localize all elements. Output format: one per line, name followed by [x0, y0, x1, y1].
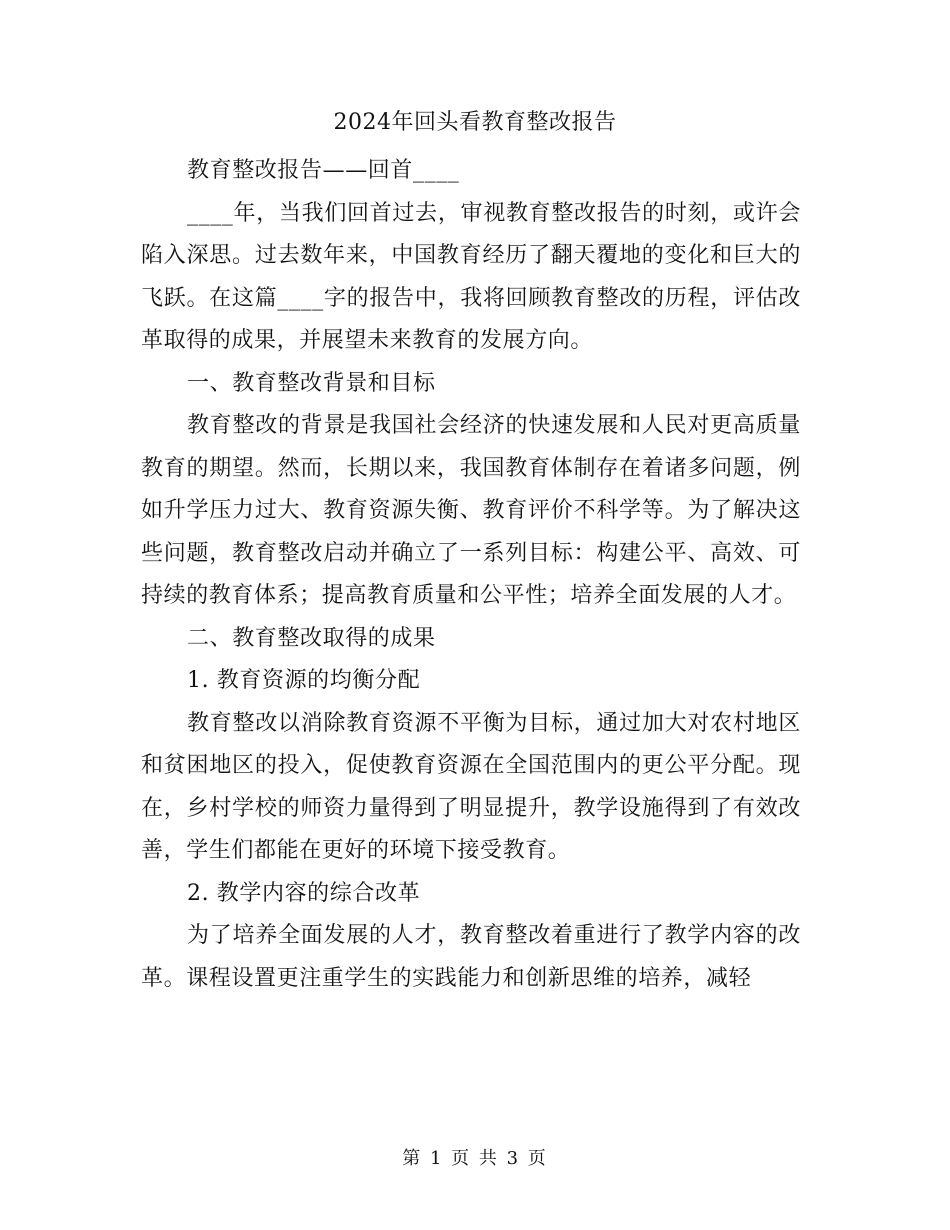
curriculum-paragraph: 为了培养全面发展的人才，教育整改着重进行了教学内容的改革。课程设置更注重学生的实践能力和创新思维的培养，减轻	[141, 923, 801, 991]
page-number-footer: 第 1 页 共 3 页	[402, 1148, 548, 1169]
document-body	[141, 150, 801, 1000]
section-heading-2: 二、教育整改取得的成果	[187, 625, 436, 651]
intro-paragraph: ____年，当我们回首过去，审视教育整改报告的时刻，或许会陷入深思。过去数年来，中国教育经历了翻天覆地的变化和巨大的飞跃。在这篇____字的报告中，我将回顾教育整改的历程，评估改革取得的成果，并展望未来教育的发展方向。	[141, 200, 801, 353]
subtitle-paragraph: 教育整改报告——回首____	[187, 158, 460, 183]
subsection-heading-2: 2. 教学内容的综合改革	[187, 880, 421, 906]
subsection-heading-1: 1. 教育资源的均衡分配	[187, 668, 421, 693]
section-heading-1: 一、教育整改背景和目标	[187, 370, 436, 396]
resources-paragraph: 教育整改以消除教育资源不平衡为目标，通过加大对农村地区和贫困地区的投入，促使教育资源在全国范围内的更公平分配。现在，乡村学校的师资力量得到了明显提升，教学设施得到了有效改善，学生们都能在更好的环境下接受教育。	[141, 710, 801, 863]
background-paragraph: 教育整改的背景是我国社会经济的快速发展和人民对更高质量教育的期望。然而，长期以来，我国教育体制存在着诸多问题，例如升学压力过大、教育资源失衡、教育评价不科学等。为了解决这些问题，教育整改启动并确立了一系列目标：构建公平、高效、可持续的教育体系；提高教育质量和公平性；培养全面发展的人才。	[141, 413, 801, 608]
document-title: 2024年回头看教育整改报告	[333, 110, 617, 135]
